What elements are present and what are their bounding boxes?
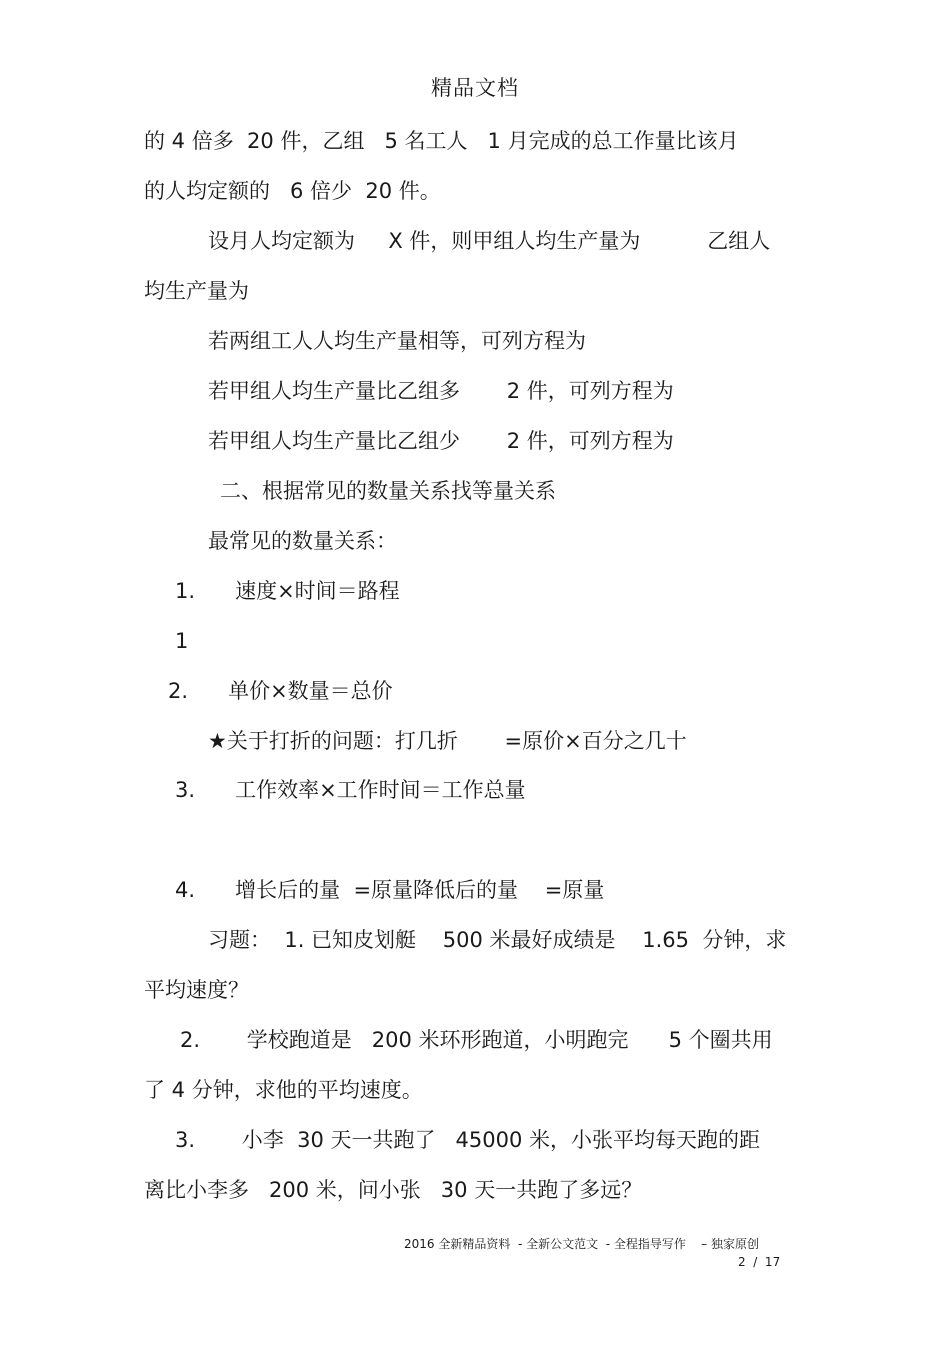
- text-line-2: 的人均定额的 6 倍少 20 件。: [144, 179, 441, 203]
- exercise-2-cont: 了 4 分钟，求他的平均速度。: [144, 1078, 423, 1102]
- text-line-5: 若两组工人人均生产量相等，可列方程为: [208, 329, 586, 353]
- exercise-2: 2. 学校跑道是 200 米环形跑道，小明跑完 5 个圈共用: [180, 1028, 773, 1052]
- text-line-3: 设月人均定额为 X 件，则甲组人均生产量为 乙组人: [208, 229, 771, 253]
- exercise-3-cont: 离比小李多 200 米，问小张 30 天一共跑了多远？: [144, 1178, 643, 1202]
- list-item-2: 2. 单价×数量＝总价: [168, 679, 393, 703]
- list-item-3: 3. 工作效率×工作时间＝工作总量: [175, 778, 526, 802]
- exercise-1: 习题： 1. 已知皮划艇 500 米最好成绩是 1.65 分钟，求: [208, 928, 787, 952]
- page-header: 精品文档: [431, 76, 519, 100]
- text-line-4: 均生产量为: [144, 279, 249, 303]
- page-number: 2 / 17: [738, 1255, 781, 1269]
- text-line-9: 最常见的数量关系：: [208, 529, 397, 553]
- text-line-6: 若甲组人均生产量比乙组多 2 件，可列方程为: [208, 379, 674, 403]
- exercise-1-cont: 平均速度？: [144, 978, 249, 1002]
- text-line-11: 1: [175, 629, 189, 653]
- exercise-3: 3. 小李 30 天一共跑了 45000 米，小张平均每天跑的距: [175, 1128, 761, 1152]
- text-line-7: 若甲组人均生产量比乙组少 2 件，可列方程为: [208, 429, 674, 453]
- list-item-4: 4. 增长后的量 =原量降低后的量 =原量: [175, 878, 605, 902]
- text-line-1: 的 4 倍多 20 件，乙组 5 名工人 1 月完成的总工作量比该月: [144, 129, 739, 153]
- discount-note: ★关于打折的问题：打几折 =原价×百分之几十: [208, 729, 687, 753]
- list-item-1: 1. 速度×时间＝路程: [175, 579, 400, 603]
- footer-note: 2016 全新精品资料 - 全新公文范文 - 全程指导写作 – 独家原创: [404, 1237, 759, 1251]
- section-heading: 二、根据常见的数量关系找等量关系: [220, 479, 556, 503]
